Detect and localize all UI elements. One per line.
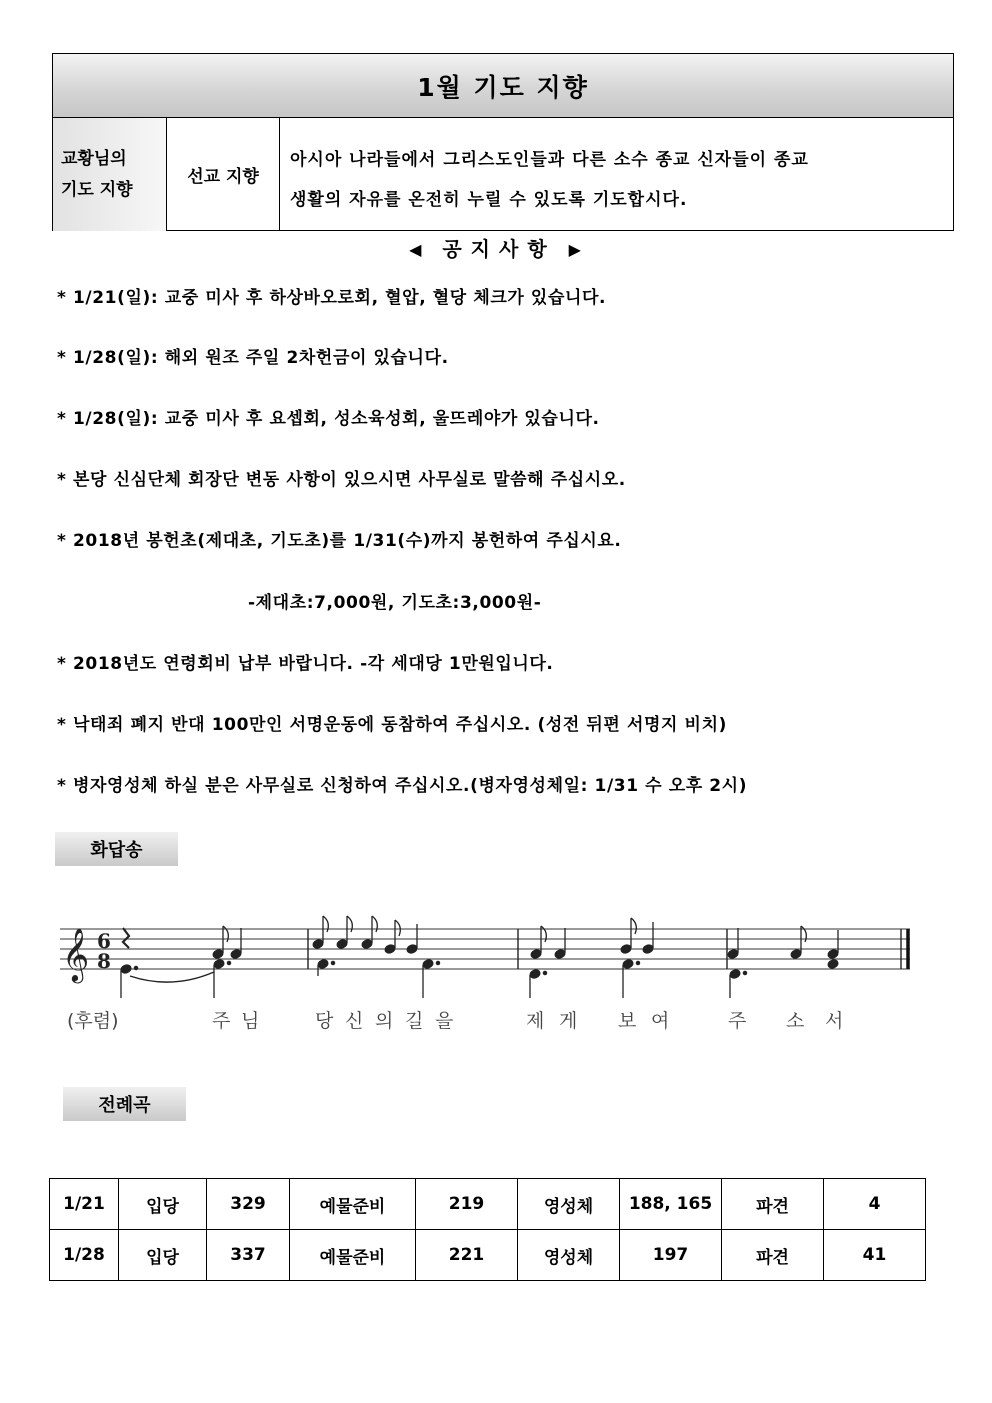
intention-text [280,118,953,231]
lyric-syllable: 주 [212,1010,231,1032]
intention-text-line2: 생활의 자유를 온전히 누릴 수 있도록 기도합시다. [290,190,688,210]
music-score [60,906,920,1041]
prayer-row [53,118,953,231]
refrain-label: (후렴) [67,1010,119,1032]
psalm-label: 화답송 [55,832,178,866]
table-cell: 41 [824,1230,926,1281]
lyric-syllable: 의 [375,1010,394,1032]
svg-text:6: 6 [97,929,111,953]
notice-item: * 2018년 봉헌초(제대초, 기도초)를 1/31(수)까지 봉헌하여 주십시요. [57,531,622,551]
notice-item: * 병자영성체 하실 분은 사무실로 신청하여 주십시오.(병자영성체일: 1/31 수 오후 2시) [57,776,748,796]
notice-item: * 1/28(일): 해외 원조 주일 2차헌금이 있습니다. [57,348,449,368]
table-cell: 219 [416,1179,518,1230]
table-cell: 4 [824,1179,926,1230]
table-cell: 파견 [722,1179,824,1230]
hymn-table [49,1178,926,1281]
right-triangle-icon: ▶ [568,240,583,259]
intention-text-line1: 아시아 나라들에서 그리스도인들과 다른 소수 종교 신자들이 종교 [290,150,809,170]
table-cell: 예물준비 [290,1230,416,1281]
notice-header-label: 공지사항 [442,237,556,261]
pope-intention-label-line2: 기도 지향 [61,179,133,200]
notice-item: * 1/28(일): 교중 미사 후 요셉회, 성소육성회, 울뜨레야가 있습니다. [57,409,600,429]
lyric-syllable: 님 [241,1010,260,1032]
notice-header [0,233,992,262]
table-cell: 329 [207,1179,290,1230]
table-row [50,1179,926,1230]
lyric-syllable: 주 [728,1010,747,1032]
lyric-syllable: 길 [405,1010,424,1032]
svg-text:8: 8 [97,949,111,973]
table-cell-date: 1/21 [50,1179,119,1230]
treble-clef-icon: 𝄞 [62,927,90,981]
table-cell: 영성체 [518,1179,620,1230]
lyric-syllable: 을 [435,1010,454,1032]
notice-item: * 2018년도 연령회비 납부 바랍니다. -각 세대당 1만원입니다. [57,654,554,674]
table-cell: 파견 [722,1230,824,1281]
lyric-syllable: 서 [825,1010,844,1032]
lyric-syllable: 보 [618,1010,637,1032]
lyric-syllable: 당 [315,1010,334,1032]
lyric-syllable: 제 [526,1010,545,1032]
table-cell: 221 [416,1230,518,1281]
left-triangle-icon: ◀ [409,240,424,259]
lyric-syllable: 신 [345,1010,364,1032]
pope-intention-label-line1: 교황님의 [61,148,127,169]
lyric-syllable: 게 [559,1010,578,1032]
notice-item: * 낙태죄 폐지 반대 100만인 서명운동에 동참하여 주십시오. (성전 뒤편 서명지 비치) [57,715,727,735]
notice-item: * 본당 신심단체 회장단 변동 사항이 있으시면 사무실로 말씀해 주십시오. [57,470,626,490]
prayer-title: 1월 기도 지향 [53,54,953,118]
table-row [50,1230,926,1281]
table-cell: 입당 [119,1230,207,1281]
table-cell: 영성체 [518,1230,620,1281]
table-cell-date: 1/28 [50,1230,119,1281]
intention-category: 선교 지향 [167,118,280,231]
table-cell: 입당 [119,1179,207,1230]
table-cell: 188, 165 [620,1179,722,1230]
notice-subitem: -제대초:7,000원, 기도초:3,000원- [248,593,542,613]
lyric-syllable: 소 [786,1010,805,1032]
lyric-syllable: 여 [651,1010,670,1032]
table-cell: 337 [207,1230,290,1281]
table-cell: 197 [620,1230,722,1281]
pope-intention-label [53,118,167,231]
table-cell: 예물준비 [290,1179,416,1230]
prayer-intention-box [52,53,954,231]
hymn-label: 전례곡 [63,1087,186,1121]
notice-item: * 1/21(일): 교중 미사 후 하상바오로회, 혈압, 혈당 체크가 있습니다. [57,288,607,308]
